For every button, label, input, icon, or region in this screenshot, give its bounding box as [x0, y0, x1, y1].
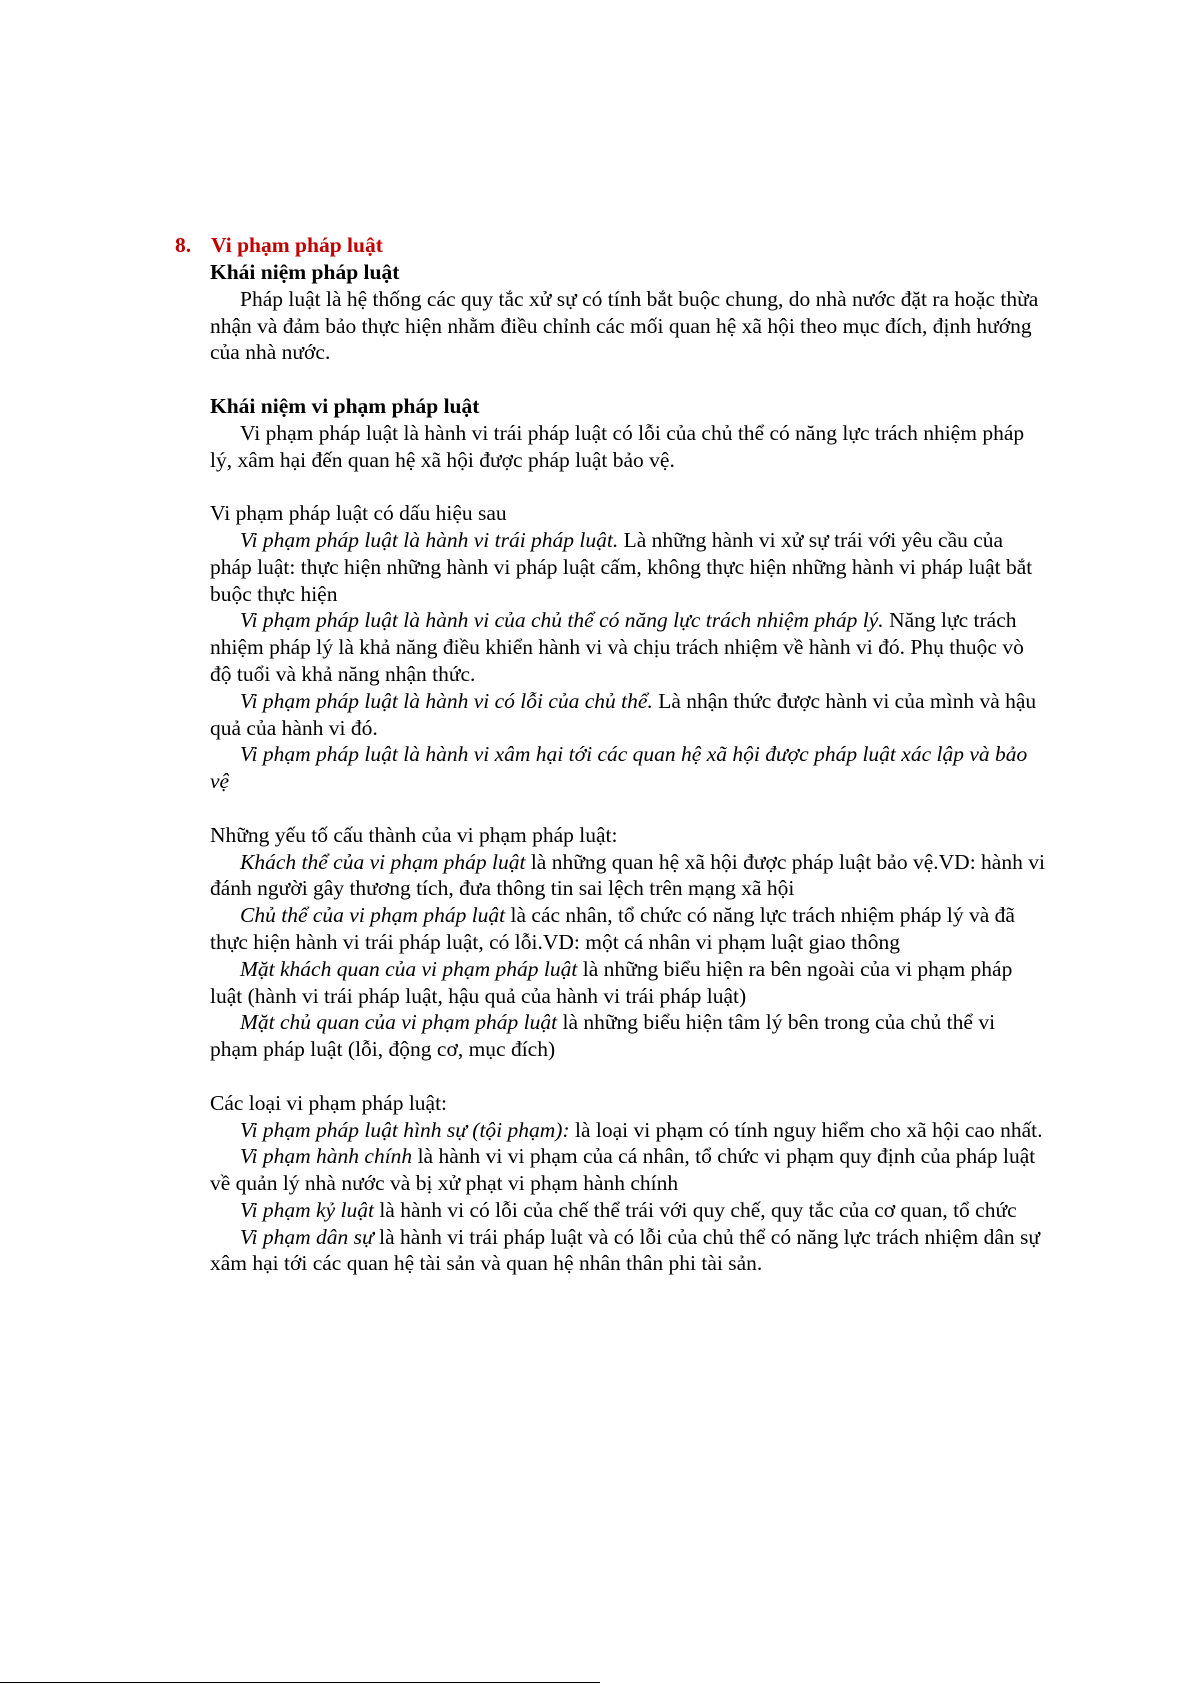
element-item [210, 849, 1045, 903]
elements-intro: Những yếu tố cấu thành của vi phạm pháp luật: [210, 822, 618, 847]
type-description: là hành vi vi phạm của cá nhân, tổ chức vi phạm quy định của pháp luật về quản lý nhà nước và bị xử phạt vi phạm hành chính [210, 1144, 1036, 1196]
type-item [210, 1117, 1045, 1144]
type-description: là hành vi có lỗi của chế thể trái với quy chế, quy tắc của cơ quan, tổ chức [373, 1197, 1017, 1222]
section-body [210, 259, 1045, 1277]
sign-item [210, 741, 1045, 795]
type-description: là hành vi trái pháp luật và có lỗi của chủ thể có năng lực trách nhiệm dân sự xâm hại tới các quan hệ tài sản và quan hệ nhân thân phi tài sản. [210, 1224, 1041, 1276]
types-intro: Các loại vi phạm pháp luật: [210, 1090, 448, 1115]
type-item [210, 1224, 1045, 1278]
element-term: Mặt khách quan của vi phạm pháp luật [240, 956, 578, 981]
element-term: Mặt chủ quan của vi phạm pháp luật [240, 1010, 558, 1035]
concept-law-text: Pháp luật là hệ thống các quy tắc xử sự có tính bắt buộc chung, do nhà nước đặt ra hoặc thừa nhận và đảm bảo thực hiện nhằm điều chỉnh các mối quan hệ xã hội theo mục đích, định hướng của nhà nước. [210, 286, 1039, 365]
sign-term: Vi phạm pháp luật là hành vi trái pháp luật. [240, 527, 619, 552]
element-item [210, 1009, 1045, 1063]
paragraph-gap [210, 795, 1045, 822]
paragraph-gap [210, 1063, 1045, 1090]
element-description: là những biểu hiện ra bên ngoài của vi phạm pháp luật (hành vi trái pháp luật, hậu quả của hành vi trái pháp luật) [210, 956, 1013, 1008]
element-item [210, 956, 1045, 1010]
element-description: là các nhân, tổ chức có năng lực trách nhiệm pháp lý và đã thực hiện hành vi trái pháp luật, có lỗi.VD: một cá nhân vi phạm luật giao thông [210, 903, 1015, 954]
footer-rule [0, 1682, 600, 1683]
sign-description: Năng lực trách nhiệm pháp lý là khả năng điều khiển hành vi và chịu trách nhiệm về hành vi đó. Phụ thuộc vò độ tuổi và khả năng nhận thức. [210, 608, 1024, 686]
section-title: Vi phạm pháp luật [211, 233, 383, 257]
type-item [210, 1143, 1045, 1197]
element-description: là những biểu hiện tâm lý bên trong của chủ thể vi phạm pháp luật (lỗi, động cơ, mục đích) [210, 1010, 996, 1062]
paragraph-gap [210, 473, 1045, 500]
signs-intro: Vi phạm pháp luật có dấu hiệu sau [210, 501, 507, 526]
type-term: Vi phạm pháp luật hình sự (tội phạm): [240, 1117, 570, 1142]
element-item [210, 902, 1045, 956]
sign-item [210, 607, 1045, 687]
type-item [210, 1197, 1045, 1224]
section-heading [175, 232, 383, 258]
element-description: là những quan hệ xã hội được pháp luật bảo vệ.VD: hành vi đánh người gây thương tích, đưa thông tin sai lệch trên mạng xã hội [210, 849, 1045, 901]
type-term: Vi phạm dân sự [240, 1224, 374, 1249]
sign-description: Là những hành vi xử sự trái với yêu cầu của pháp luật: thực hiện những hành vi pháp luật cấm, không thực hiện những hành vi pháp luật bắt buộc thực hiện [210, 527, 1033, 606]
sign-term: Vi phạm pháp luật là hành vi có lỗi của chủ thể. [240, 688, 653, 713]
paragraph-gap [210, 366, 1045, 393]
sign-item [210, 688, 1045, 742]
type-term: Vi phạm kỷ luật [240, 1197, 374, 1222]
sign-item [210, 527, 1045, 607]
concept-violation-heading: Khái niệm vi phạm pháp luật [210, 393, 480, 418]
concept-violation-text: Vi phạm pháp luật là hành vi trái pháp luật có lỗi của chủ thể có năng lực trách nhiệm pháp lý, xâm hại đến quan hệ xã hội được pháp luật bảo vệ. [210, 420, 1025, 472]
type-description: là loại vi phạm có tính nguy hiểm cho xã hội cao nhất. [569, 1117, 1043, 1142]
element-term: Khách thể của vi phạm pháp luật [240, 849, 526, 874]
concept-law-heading: Khái niệm pháp luật [210, 260, 400, 284]
sign-description: Là nhận thức được hành vi của mình và hậu quả của hành vi đó. [210, 688, 1037, 740]
sign-term: Vi phạm pháp luật là hành vi của chủ thể có năng lực trách nhiệm pháp lý. [240, 608, 884, 633]
type-term: Vi phạm hành chính [240, 1144, 413, 1169]
section-number: 8. [175, 233, 192, 257]
sign-term: Vi phạm pháp luật là hành vi xâm hại tới các quan hệ xã hội được pháp luật xác lập và bảo vệ [210, 742, 1028, 794]
element-term: Chủ thể của vi phạm pháp luật [240, 903, 506, 928]
